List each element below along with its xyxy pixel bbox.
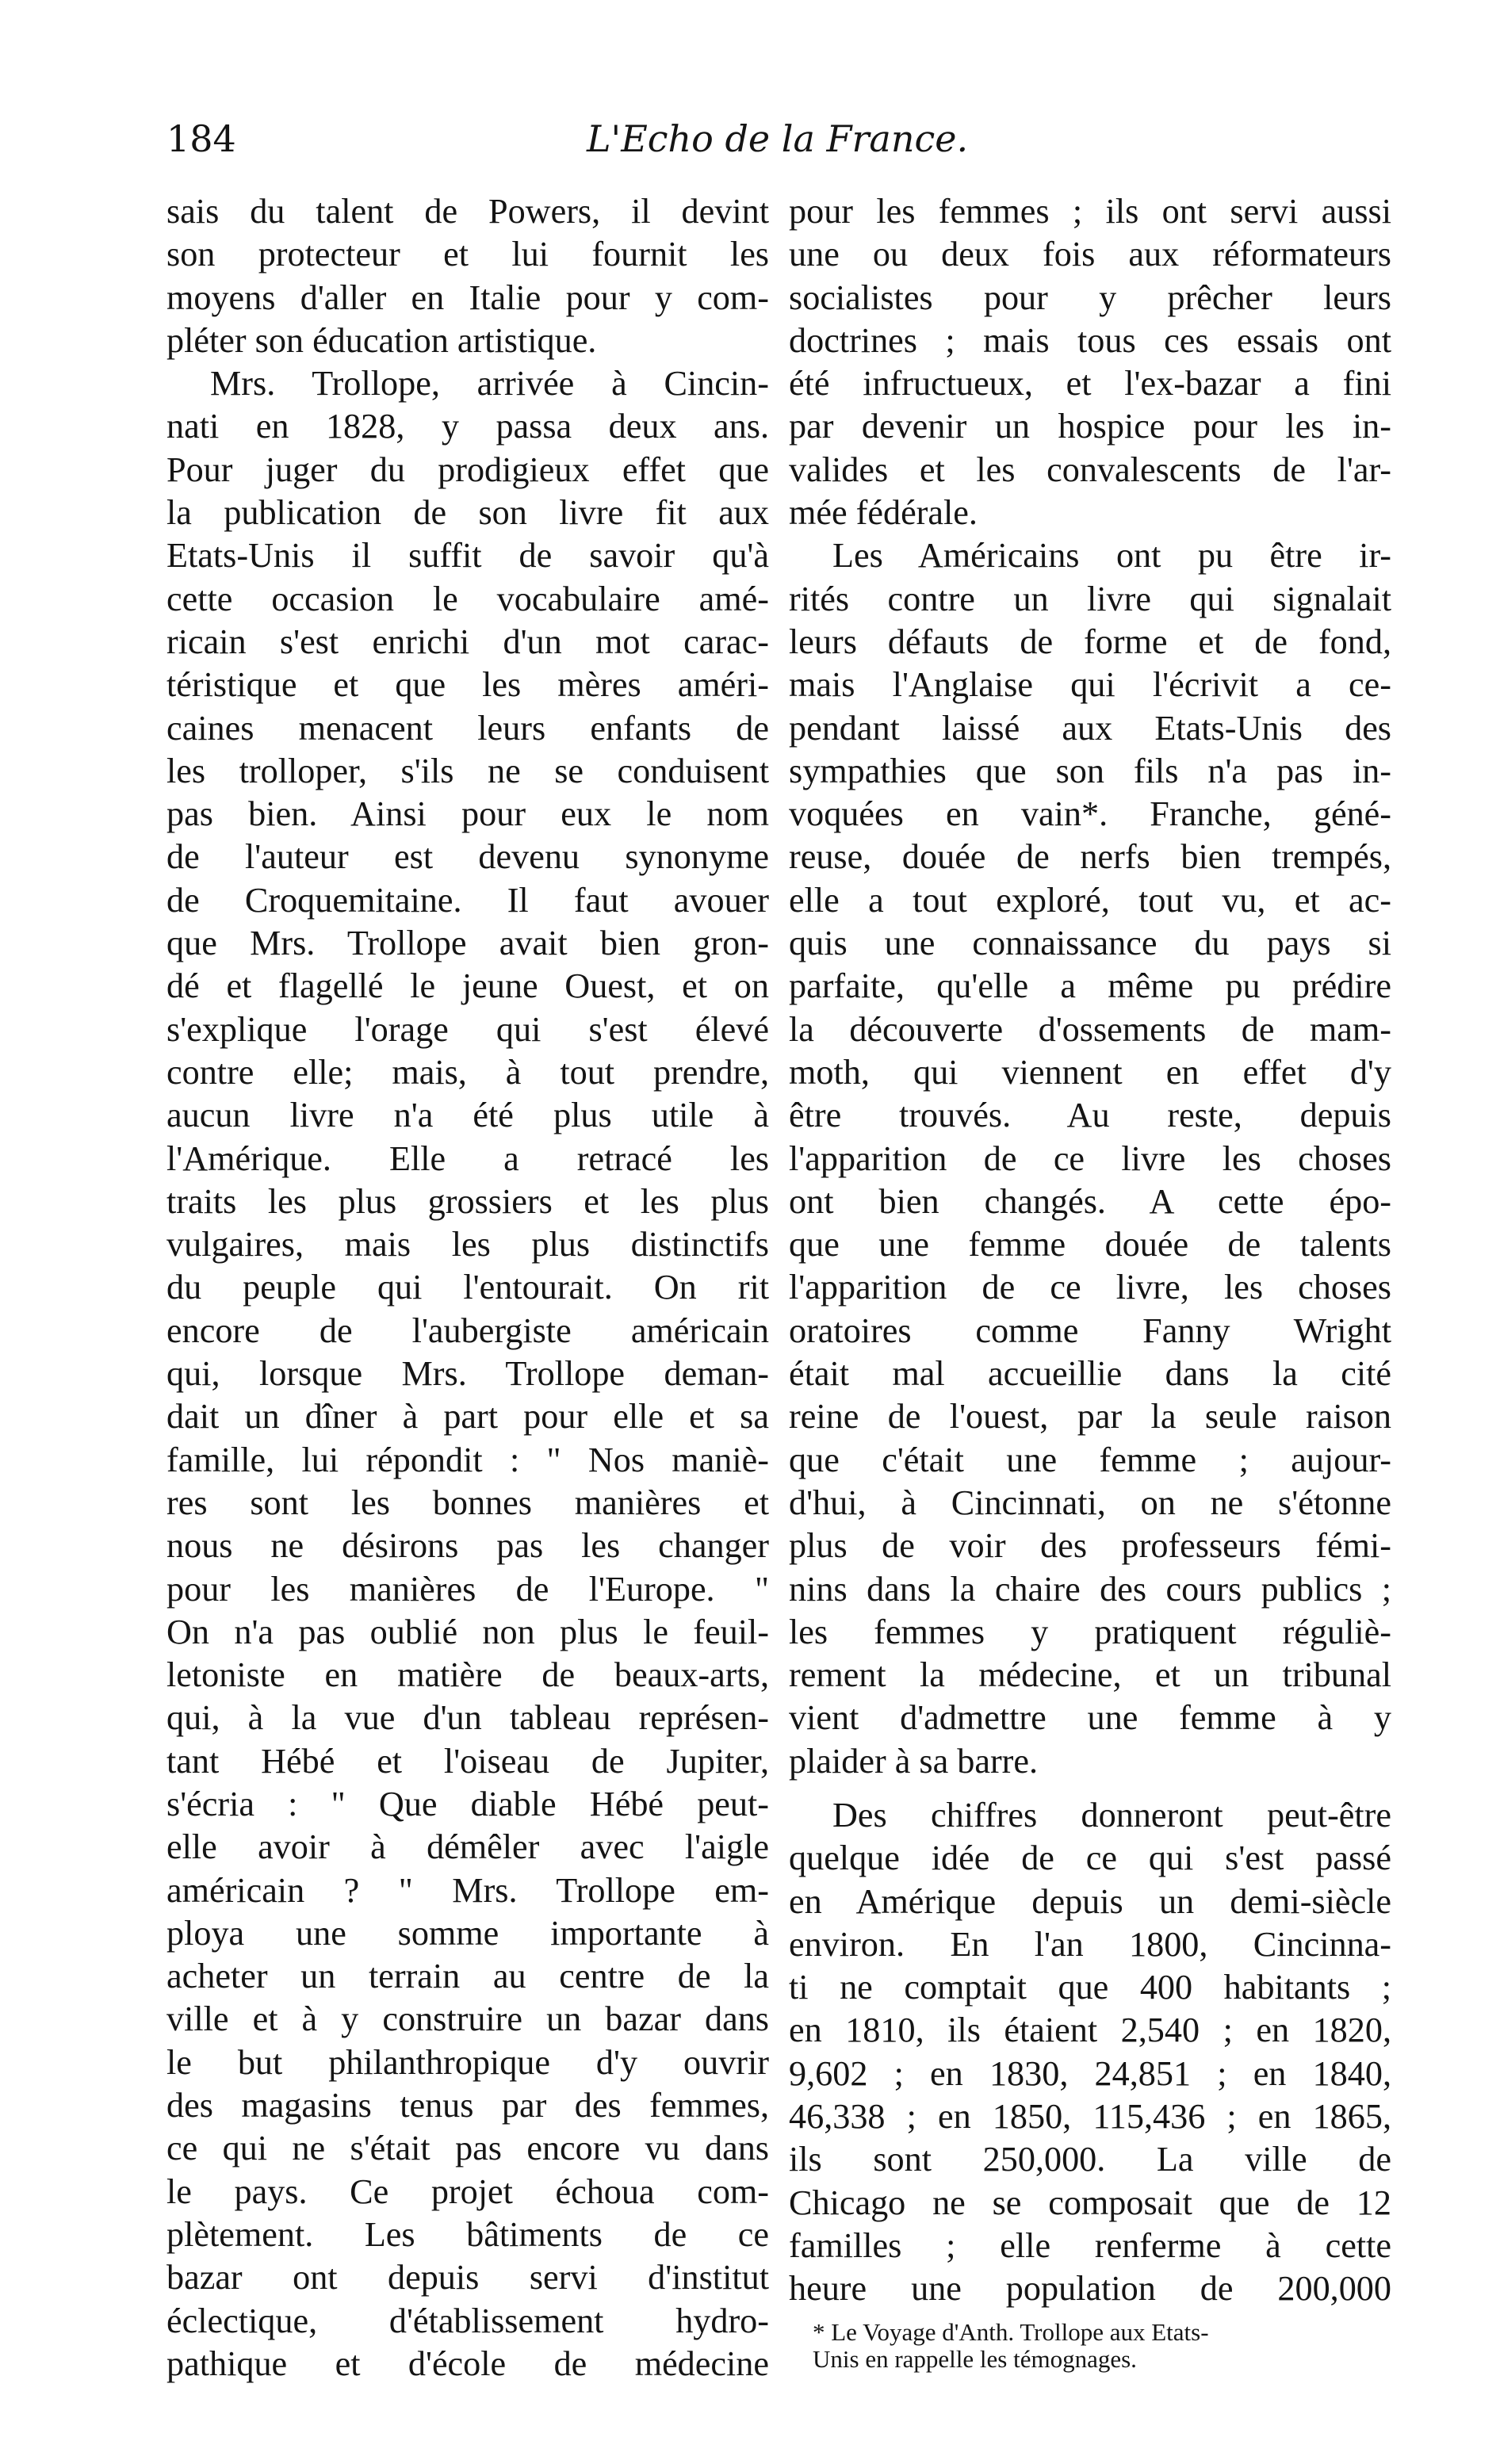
text-line: éclectique, d'établissement hydro- — [166, 2301, 769, 2340]
text-line: qui, lorsque Mrs. Trollope deman- — [166, 1354, 769, 1394]
text-line: l'apparition de ce livre les choses — [789, 1138, 1391, 1178]
text-line: moth, qui viennent en effet d'y — [789, 1052, 1391, 1092]
text-line: que Mrs. Trollope avait bien gron- — [166, 924, 769, 963]
text-line: parfaite, qu'elle a même pu prédire — [789, 966, 1391, 1006]
text-line: que c'était une femme ; aujour- — [789, 1440, 1391, 1479]
text-line: nati en 1828, y passa deux ans. — [166, 407, 769, 446]
text-line: 9,602 ; en 1830, 24,851 ; en 1840, — [789, 2053, 1391, 2093]
text-line: rement la médecine, et un tribunal — [789, 1655, 1391, 1695]
text-line: oratoires comme Fanny Wright — [789, 1310, 1391, 1350]
text-line: en Amérique depuis un demi-siècle — [789, 1881, 1391, 1921]
text-line: été infructueux, et l'ex-bazar a fini — [789, 364, 1391, 404]
text-line: ploya une somme importante à — [166, 1913, 769, 1953]
text-line: pas bien. Ainsi pour eux le nom — [166, 794, 769, 834]
text-line: leurs défauts de forme et de fond, — [789, 622, 1391, 661]
text-line: les femmes y pratiquent réguliè- — [789, 1612, 1391, 1651]
text-line: caines menacent leurs enfants de — [166, 708, 769, 748]
text-line: la découverte d'ossements de mam- — [789, 1009, 1391, 1049]
text-line: sais du talent de Powers, il devint — [166, 192, 769, 231]
text-line: de Croquemitaine. Il faut avouer — [166, 880, 769, 920]
text-line: Des chiffres donneront peut-être — [832, 1795, 1391, 1835]
text-line: voquées en vain*. Franche, géné- — [789, 794, 1391, 834]
text-line: sympathies que son fils n'a pas in- — [789, 751, 1391, 790]
text-line: ricain s'est enrichi d'un mot carac- — [166, 622, 769, 661]
text-line: mais l'Anglaise qui l'écrivit a ce- — [789, 665, 1391, 705]
text-line: l'Amérique. Elle a retracé les — [166, 1138, 769, 1178]
footnote-line: Unis en rappelle les témognages. — [813, 2345, 1137, 2373]
text-line: ville et à y construire un bazar dans — [166, 1999, 769, 2039]
text-line: vulgaires, mais les plus distinctifs — [166, 1225, 769, 1265]
running-title: L'Echo de la France. — [587, 117, 969, 160]
text-line: plaider à sa barre. — [789, 1741, 1039, 1781]
text-line: plus de voir des professeurs fémi- — [789, 1526, 1391, 1566]
text-line: américain ? " Mrs. Trollope em- — [166, 1870, 769, 1910]
page-number: 184 — [166, 117, 236, 160]
text-line: dé et flagellé le jeune Ouest, et on — [166, 966, 769, 1006]
text-line: quelque idée de ce qui s'est passé — [789, 1838, 1391, 1878]
text-line: vient d'admettre une femme à y — [789, 1698, 1391, 1738]
text-line: cette occasion le vocabulaire amé- — [166, 579, 769, 618]
text-line: être trouvés. Au reste, depuis — [789, 1096, 1391, 1135]
text-line: reuse, douée de nerfs bien trempés, — [789, 837, 1391, 877]
text-line: téristique et que les mères améri- — [166, 665, 769, 705]
text-line: par devenir un hospice pour les in- — [789, 407, 1391, 446]
text-line: aucun livre n'a été plus utile à — [166, 1096, 769, 1135]
text-line: rités contre un livre qui signalait — [789, 579, 1391, 618]
text-line: Pour juger du prodigieux effet que — [166, 450, 769, 489]
text-line: quis une connaissance du pays si — [789, 924, 1391, 963]
text-line: contre elle; mais, à tout prendre, — [166, 1052, 769, 1092]
text-line: valides et les convalescents de l'ar- — [789, 450, 1391, 489]
footnote — [813, 2319, 1391, 2373]
text-line: encore de l'aubergiste américain — [166, 1310, 769, 1350]
text-line: une ou deux fois aux réformateurs — [789, 235, 1391, 274]
footnote-line: * Le Voyage d'Anth. Trollope aux Etats- — [813, 2318, 1209, 2346]
text-line: le pays. Ce projet échoua com- — [166, 2171, 769, 2211]
text-line: moyens d'aller en Italie pour y com- — [166, 277, 769, 317]
text-line: l'apparition de ce livre, les choses — [789, 1268, 1391, 1307]
text-line: son protecteur et lui fournit les — [166, 235, 769, 274]
text-line: ils sont 250,000. La ville de — [789, 2140, 1391, 2179]
text-line: 46,338 ; en 1850, 115,436 ; en 1865, — [789, 2097, 1391, 2137]
text-line: socialistes pour y prêcher leurs — [789, 277, 1391, 317]
text-line: res sont les bonnes manières et — [166, 1483, 769, 1522]
text-line: traits les plus grossiers et les plus — [166, 1181, 769, 1221]
text-line: environ. En l'an 1800, Cincinna- — [789, 1924, 1391, 1964]
text-line: de l'auteur est devenu synonyme — [166, 837, 769, 877]
text-line: les trolloper, s'ils ne se conduisent — [166, 751, 769, 790]
text-line: bazar ont depuis servi d'institut — [166, 2258, 769, 2298]
text-line: ont bien changés. A cette épo- — [789, 1181, 1391, 1221]
text-line: elle avoir à démêler avec l'aigle — [166, 1827, 769, 1867]
text-line: famille, lui répondit : " Nos maniè- — [166, 1440, 769, 1479]
text-line: le but philanthropique d'y ouvrir — [166, 2042, 769, 2082]
left-text-column — [166, 190, 769, 2386]
text-line: Les Américains ont pu être ir- — [832, 536, 1391, 576]
text-line: acheter un terrain au centre de la — [166, 1957, 769, 1996]
text-line: d'hui, à Cincinnati, on ne s'étonne — [789, 1483, 1391, 1522]
text-line: doctrines ; mais tous ces essais ont — [789, 320, 1391, 360]
text-line: Chicago ne se composait que de 12 — [789, 2183, 1391, 2222]
text-line: des magasins tenus par des femmes, — [166, 2086, 769, 2125]
text-line: familles ; elle renferme à cette — [789, 2225, 1391, 2265]
text-line: du peuple qui l'entourait. On rit — [166, 1268, 769, 1307]
text-line: plètement. Les bâtiments de ce — [166, 2214, 769, 2254]
text-line: elle a tout exploré, tout vu, et ac- — [789, 880, 1391, 920]
text-line: pléter son éducation artistique. — [166, 320, 597, 360]
text-line: letoniste en matière de beaux-arts, — [166, 1655, 769, 1695]
text-line: nins dans la chaire des cours publics ; — [789, 1569, 1391, 1609]
text-line: la publication de son livre fit aux — [166, 493, 769, 533]
page-header — [166, 115, 1387, 170]
text-line: heure une population de 200,000 — [789, 2269, 1391, 2309]
text-line: ti ne comptait que 400 habitants ; — [789, 1968, 1391, 2007]
text-line: était mal accueillie dans la cité — [789, 1354, 1391, 1394]
text-line: pathique et d'école de médecine — [166, 2343, 769, 2383]
text-line: pour les femmes ; ils ont servi aussi — [789, 192, 1391, 231]
text-line: nous ne désirons pas les changer — [166, 1526, 769, 1566]
text-line: ce qui ne s'était pas encore vu dans — [166, 2129, 769, 2168]
text-line: que une femme douée de talents — [789, 1225, 1391, 1265]
text-line: tant Hébé et l'oiseau de Jupiter, — [166, 1741, 769, 1781]
text-line: dait un dîner à part pour elle et sa — [166, 1397, 769, 1437]
text-line: s'explique l'orage qui s'est élevé — [166, 1009, 769, 1049]
text-line: en 1810, ils étaient 2,540 ; en 1820, — [789, 2011, 1391, 2050]
right-text-column — [789, 190, 1391, 2311]
text-line: reine de l'ouest, par la seule raison — [789, 1397, 1391, 1437]
text-line: mée fédérale. — [789, 493, 978, 533]
text-line: pendant laissé aux Etats-Unis des — [789, 708, 1391, 748]
text-line: s'écria : " Que diable Hébé peut- — [166, 1784, 769, 1823]
text-line: On n'a pas oublié non plus le feuil- — [166, 1612, 769, 1651]
text-line: Mrs. Trollope, arrivée à Cincin- — [210, 364, 769, 404]
text-line: Etats-Unis il suffit de savoir qu'à — [166, 536, 769, 576]
text-line: pour les manières de l'Europe. " — [166, 1569, 769, 1609]
text-line: qui, à la vue d'un tableau représen- — [166, 1698, 769, 1738]
